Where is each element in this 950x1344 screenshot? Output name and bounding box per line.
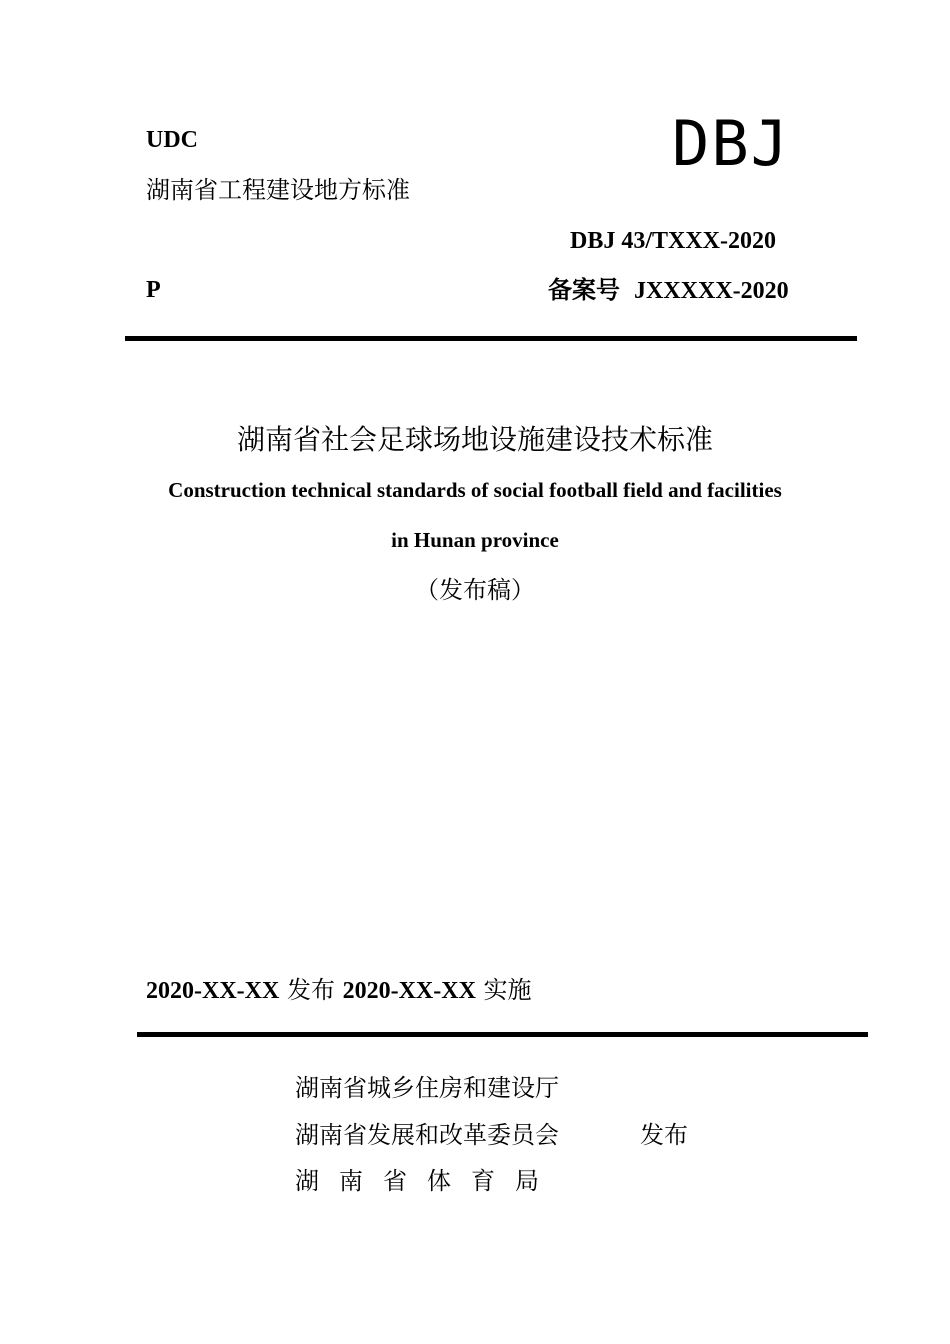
publish-label: 发布 <box>640 1121 688 1149</box>
issuer-housing-department: 湖南省城乡住房和建设厅 <box>295 1074 559 1102</box>
bottom-divider <box>137 1032 868 1037</box>
dates-line <box>146 974 532 1007</box>
record-number-line <box>548 275 789 306</box>
issuer-sports-bureau: 湖南省体育局 <box>295 1167 559 1195</box>
release-label: 发布 <box>286 976 335 1004</box>
dbj-logo: DBJ <box>672 107 790 180</box>
record-number: JXXXXX-2020 <box>634 278 789 304</box>
standard-category: 湖南省工程建设地方标准 <box>146 176 410 204</box>
title-english-line2: in Hunan province <box>391 528 559 552</box>
implement-label: 实施 <box>483 976 532 1004</box>
top-divider <box>125 336 857 341</box>
draft-note: （发布稿） <box>415 576 535 604</box>
release-date: 2020-XX-XX <box>146 978 280 1004</box>
title-english-line1: Construction technical standards of social football field and facilities <box>168 478 782 502</box>
record-label: 备案号 <box>548 275 620 304</box>
title-chinese: 湖南省社会足球场地设施建设技术标准 <box>236 423 713 456</box>
issuer-development-commission: 湖南省发展和改革委员会 <box>295 1121 559 1149</box>
implement-date: 2020-XX-XX <box>342 978 476 1004</box>
standard-number: DBJ 43/TXXX-2020 <box>570 228 777 254</box>
udc-label: UDC <box>146 127 198 153</box>
p-code: P <box>146 277 161 303</box>
